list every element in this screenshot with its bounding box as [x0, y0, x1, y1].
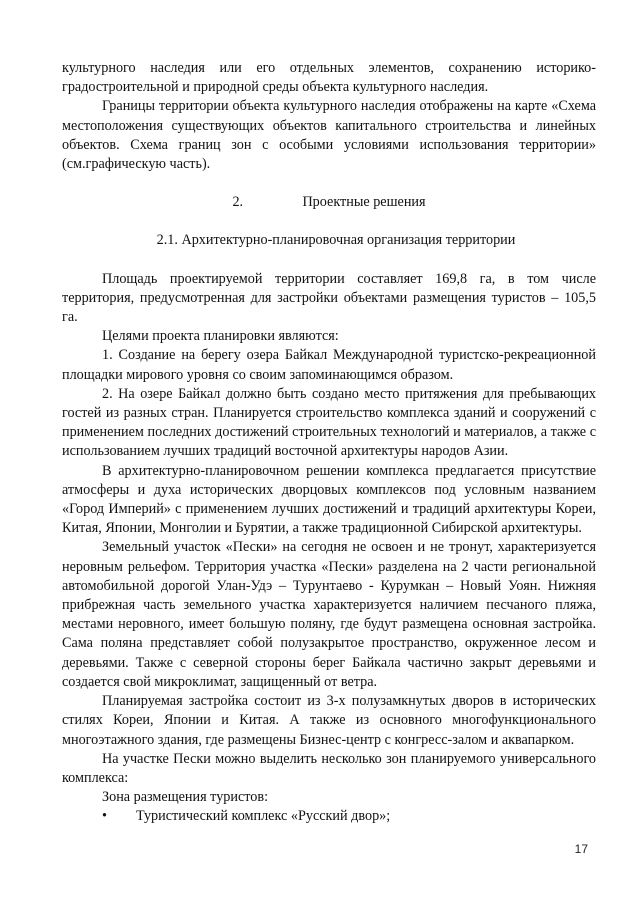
page-number: 17 [574, 842, 588, 856]
section-heading [62, 193, 596, 212]
area-paragraph: Площадь проектируемой территории составляет 169,8 га, в том числе территория, предусмотренная для застройки объектами размещения туристов – 105,5 га. [62, 270, 596, 326]
zones-paragraph: На участке Пески можно выделить несколько зон планируемого универсального комплекса: [62, 750, 596, 786]
section-number: 2. [232, 194, 244, 211]
tourist-zone-label: Зона размещения туристов: [102, 789, 269, 806]
land-plot-paragraph: Земельный участок «Пески» на сегодня не освоен и не тронут, характеризуется неровным рельефом. Территория участка «Пески» разделена на 2 части региональной автомобильной дорогой Улан-Удэ – Турунтаево - Курумкан – Новый Уоян. Нижняя прибрежная часть земельного участка характеризуется наличием песчаного пляжа, местами неровного, имеет большую поляну, где будут размещена основная застройка. Сама поляна представляет собой полузакрытое пространство, окруженное лесом и деревьями. Также с северной стороны берег Байкала частично закрыт деревьями и создается свой микроклимат, защищенный от ветра. [62, 539, 596, 690]
spacer [62, 251, 596, 270]
development-paragraph: Планируемая застройка состоит из 3-х полузамкнутых дворов в исторических стилях Кореи, Японии и Китая. А также из основного многофункционального многоэтажного здания, где размещены Бизнес-центр с конгресс-залом и аквапарком. [62, 693, 596, 748]
goal-2-paragraph: 2. На озере Байкал должно быть создано место притяжения для пребывающих гостей из разных стран. Планируется строительство комплекса зданий и сооружений с применением последних достижений строительных технологий и материалов, а также с использованием лучших традиций восточной архитектуры народов Азии. [62, 385, 596, 460]
section-title: Проектные решения [302, 194, 426, 211]
list-item [62, 807, 596, 826]
goal-1-paragraph: 1. Создание на берегу озера Байкал Международной туристско-рекреационной площадки мирового уровня со своим запоминающимся образом. [62, 347, 596, 383]
bullet-icon: • [102, 808, 107, 825]
subsection-heading: 2.1. Архитектурно-планировочная организация территории [156, 232, 516, 249]
spacer [62, 174, 596, 193]
page-body [62, 59, 596, 827]
architecture-paragraph: В архитектурно-планировочном решении комплекса предлагается присутствие атмосферы и духа исторических дворцовых комплексов под условным названием «Город Империй» с применением лучших достижений и традиций архитектуры Кореи, Китая, Японии, Монголии и Бурятии, а также традиционной Сибирской архитектуры. [62, 462, 596, 537]
boundaries-paragraph: Границы территории объекта культурного наследия отображены на карте «Схема местоположения существующих объектов капитального строительства и линейных объектов. Схема границ зон с особыми условиями использования территории» (см.графическую часть). [62, 98, 596, 173]
list-item-text: Туристический комплекс «Русский двор»; [136, 808, 391, 825]
goals-intro-paragraph: Целями проекта планировки являются: [102, 328, 339, 345]
intro-continuation-paragraph: культурного наследия или его отдельных элементов, сохранению историко-градостроительной и природной среды объекта культурного наследия. [62, 60, 596, 96]
spacer [62, 212, 596, 231]
